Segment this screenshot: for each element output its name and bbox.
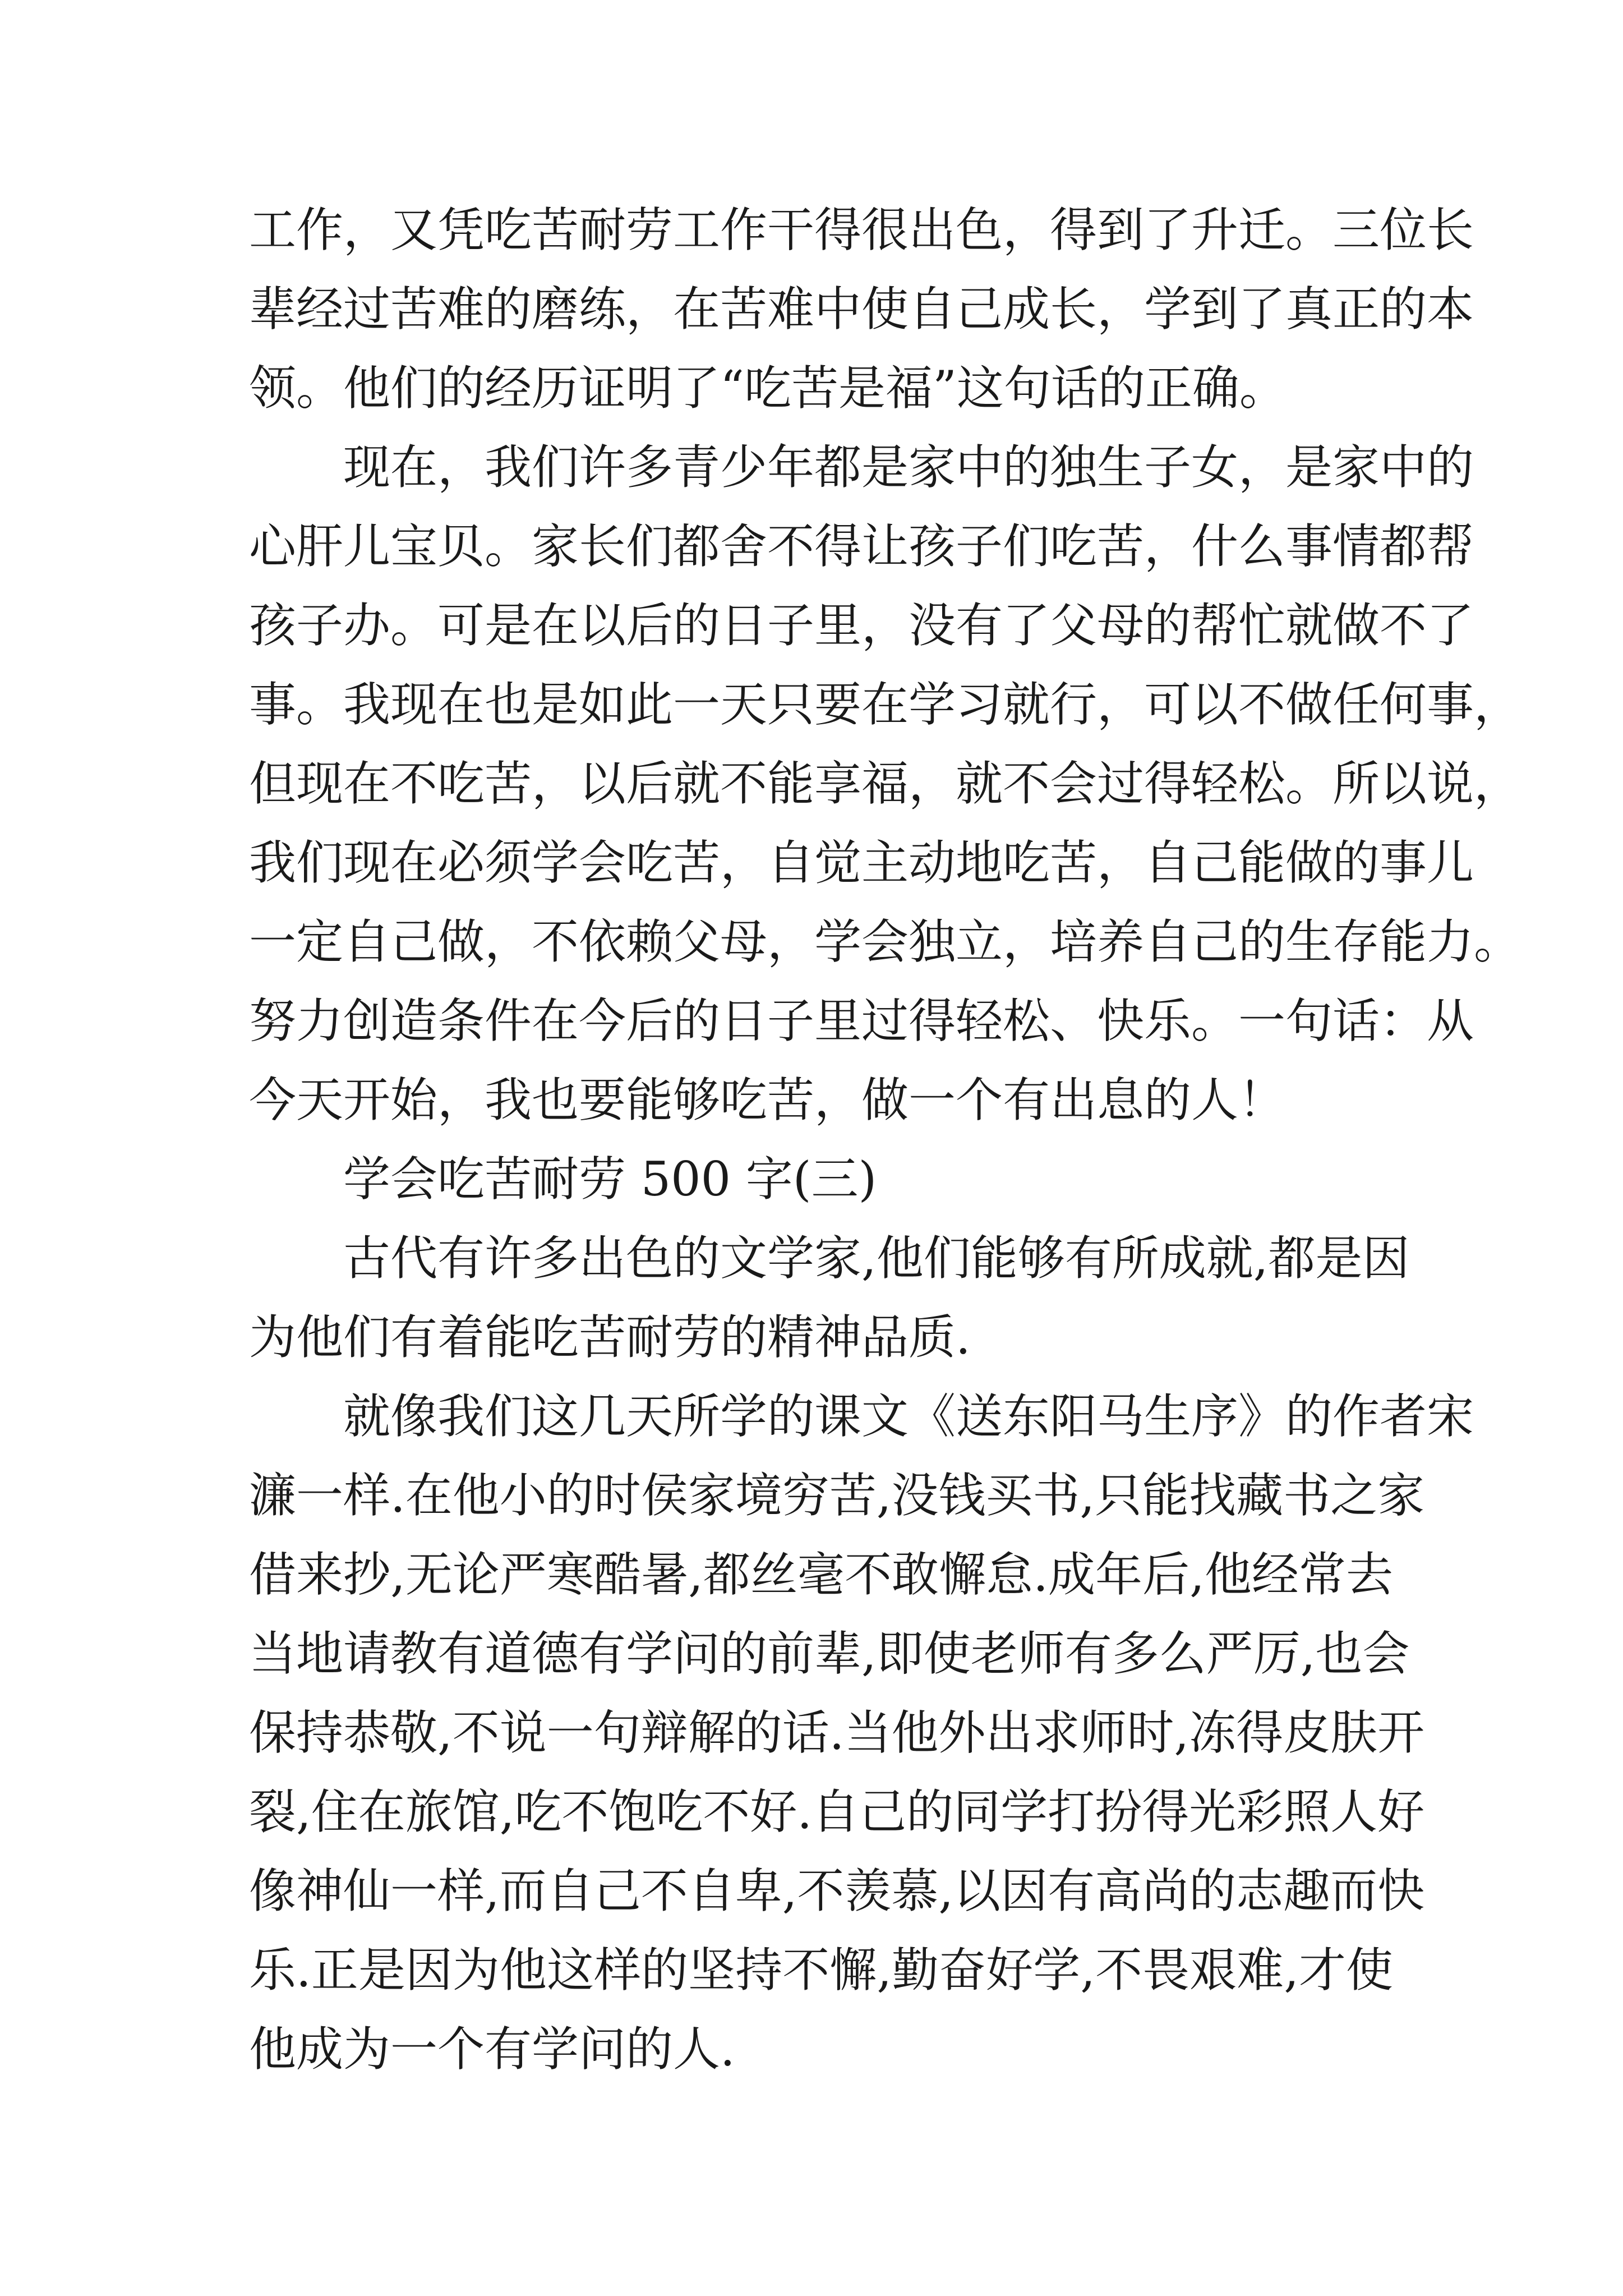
text-line: 乐.正是因为他这样的坚持不懈,勤奋好学,不畏艰难,才使 [249,1943,1393,1998]
text-line: 事。我现在也是如此一天只要在学习就行，可以不做任何事， [249,677,1521,732]
text-line: 努力创造条件在今后的日子里过得轻松、快乐。一句话：从 [249,993,1474,1048]
text-line: 濂一样.在他小的时侯家境穷苦,没钱买书,只能找藏书之家 [249,1468,1425,1523]
text-line: 像神仙一样,而自己不自卑,不羡慕,以因有高尚的志趣而快 [249,1864,1425,1918]
text-line: 裂,住在旅馆,吃不饱吃不好.自己的同学打扮得光彩照人好 [249,1784,1425,1839]
text-line: 孩子办。可是在以后的日子里，没有了父母的帮忙就做不了 [249,598,1474,653]
text-line: 保持恭敬,不说一句辩解的话.当他外出求师时,冻得皮肤开 [249,1705,1425,1760]
section-heading: 学会吃苦耐劳 500 字(三) [343,1152,877,1207]
text-line: 他成为一个有学问的人. [249,2022,735,2077]
paragraph-first-line: 现在，我们许多青少年都是家中的独生子女，是家中的 [343,440,1474,495]
document-body [249,191,1521,2089]
text-line: 但现在不吃苦，以后就不能享福，就不会过得轻松。所以说， [249,756,1521,811]
text-line: 今天开始，我也要能够吃苦，做一个有出息的人！ [249,1073,1286,1128]
text-line: 借来抄,无论严寒酷暑,都丝毫不敢懈怠.成年后,他经常去 [249,1547,1393,1602]
text-line: 为他们有着能吃苦耐劳的精神品质. [249,1310,971,1365]
paragraph-first-line: 古代有许多出色的文学家,他们能够有所成就,都是因 [343,1231,1410,1286]
text-line: 我们现在必须学会吃苦，自觉主动地吃苦，自己能做的事儿 [249,835,1474,890]
paragraph-first-line: 就像我们这几天所学的课文《送东阳马生序》的作者宋 [343,1389,1474,1444]
text-line: 辈经过苦难的磨练，在苦难中使自己成长，学到了真正的本 [249,282,1474,337]
text-line: 当地请教有道德有学问的前辈,即使老师有多么严厉,也会 [249,1626,1410,1681]
text-line: 心肝儿宝贝。家长们都舍不得让孩子们吃苦，什么事情都帮 [249,519,1474,574]
text-line: 领。他们的经历证明了“吃苦是福”这句话的正确。 [249,361,1287,416]
text-line: 一定自己做，不依赖父母，学会独立，培养自己的生存能力。 [249,914,1521,969]
text-line: 工作，又凭吃苦耐劳工作干得很出色，得到了升迁。三位长 [249,203,1474,257]
